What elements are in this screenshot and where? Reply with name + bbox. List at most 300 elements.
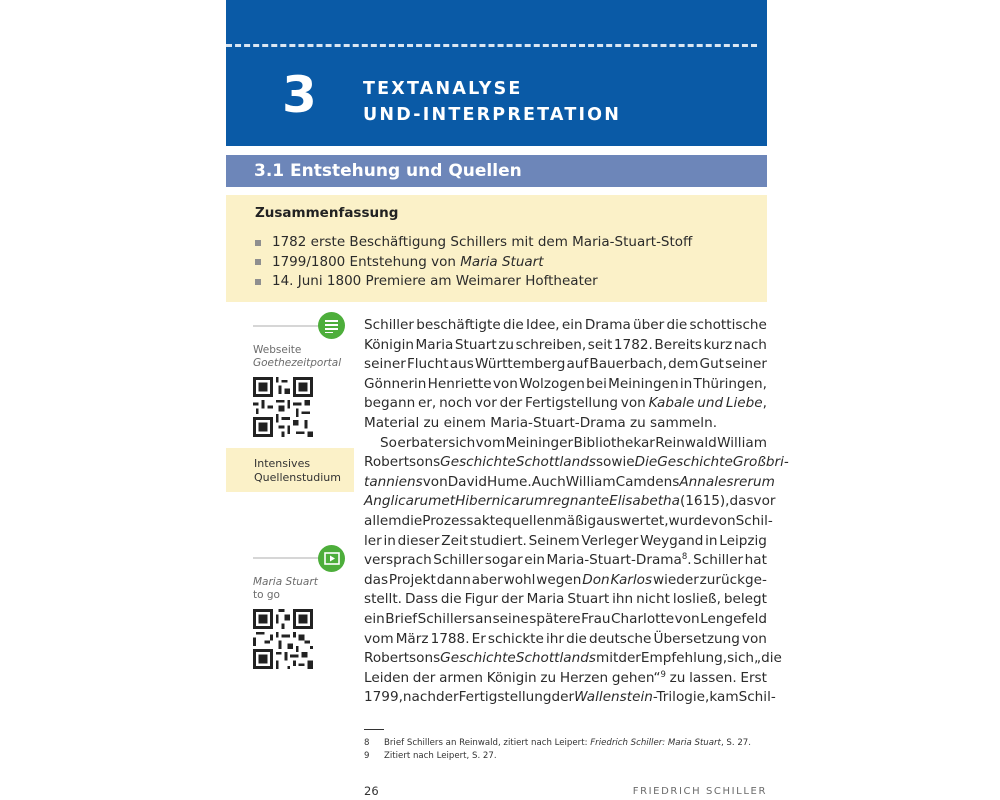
word xyxy=(364,355,406,375)
margin-keyword-line-2: Quellenstudium xyxy=(254,471,341,484)
dashed-divider xyxy=(226,44,757,47)
word xyxy=(532,473,566,493)
text-run: Charlotte xyxy=(611,610,675,627)
chapter-header xyxy=(226,0,767,146)
word xyxy=(704,336,733,356)
text-run: beschäftigte xyxy=(416,317,501,333)
word xyxy=(655,434,716,454)
text-run: Bibliothekar xyxy=(573,434,655,451)
text-run: Stuart xyxy=(567,591,610,608)
word xyxy=(734,336,767,356)
italic-text: rerum xyxy=(733,473,775,490)
word xyxy=(725,355,767,375)
word xyxy=(640,532,703,552)
text-run: Auch xyxy=(531,473,566,490)
italic-text: Anglicarum xyxy=(364,493,442,510)
text-run: vor xyxy=(474,395,497,412)
word xyxy=(470,532,527,552)
text-run: Idee, xyxy=(525,317,560,333)
text-run: der xyxy=(412,669,436,686)
word xyxy=(529,610,580,630)
word xyxy=(364,453,440,473)
text-run: stellt. xyxy=(364,591,402,608)
word xyxy=(364,590,402,610)
word xyxy=(582,571,609,591)
body-line xyxy=(364,688,776,708)
word xyxy=(364,316,414,336)
word xyxy=(441,532,468,552)
text-run: sowie xyxy=(595,454,635,471)
italic-text: Don xyxy=(582,571,610,588)
word xyxy=(440,453,516,473)
word xyxy=(440,649,516,669)
word xyxy=(524,551,545,571)
text-run: -Trilogie, xyxy=(652,689,710,706)
footnote xyxy=(364,750,751,763)
word xyxy=(540,669,556,689)
word xyxy=(589,630,651,650)
body-line xyxy=(364,532,767,552)
word xyxy=(475,610,492,630)
footnote-rule xyxy=(364,729,384,730)
text-run: nach xyxy=(402,689,436,706)
text-run: Württemberg xyxy=(474,356,566,373)
word xyxy=(611,610,674,630)
word xyxy=(552,688,575,708)
text-run: aus xyxy=(449,356,474,373)
summary-list xyxy=(255,233,692,292)
italic-text: Geschichte xyxy=(440,454,516,471)
page-number: 26 xyxy=(364,784,379,798)
word xyxy=(675,610,700,630)
word xyxy=(413,669,436,689)
text-run: in xyxy=(679,375,693,392)
word xyxy=(487,669,537,689)
text-run: seiner xyxy=(364,356,406,373)
text-run: der xyxy=(618,650,641,667)
italic-text: Schottlands xyxy=(515,454,596,471)
text-run: Projekt xyxy=(388,571,436,588)
text-run: , xyxy=(762,395,767,412)
word xyxy=(364,551,432,571)
text-run: Figur xyxy=(464,591,499,608)
word xyxy=(493,610,529,630)
word xyxy=(422,512,503,532)
text-run: vom xyxy=(475,434,506,451)
body-line xyxy=(364,630,767,650)
text-run: 1799/1800 Entstehung von xyxy=(272,253,461,270)
bullet-icon xyxy=(255,279,261,285)
text-run: Königin xyxy=(486,669,537,686)
text-run: in xyxy=(705,532,718,549)
italic-text: Die xyxy=(634,454,658,471)
text-run: Maria xyxy=(415,336,454,353)
word xyxy=(709,688,738,708)
text-run: sich xyxy=(727,650,755,667)
text-run: Maria xyxy=(526,591,565,608)
qr-code[interactable] xyxy=(253,377,313,437)
text-run: allem xyxy=(364,512,402,529)
body-line xyxy=(364,473,775,493)
word xyxy=(673,590,721,610)
text-run: Maria-Stuart-Drama xyxy=(546,552,682,569)
bullet-icon xyxy=(255,259,261,265)
summary-box xyxy=(226,195,767,302)
text-run: Flucht xyxy=(406,356,449,373)
text-run: Thüringen, xyxy=(693,375,767,392)
word xyxy=(397,434,433,454)
word xyxy=(416,336,454,356)
body-line xyxy=(364,336,767,356)
text-run: zu xyxy=(669,669,686,686)
word xyxy=(616,473,680,493)
text-run: seit xyxy=(587,336,613,353)
text-run: Schil- xyxy=(738,689,776,706)
body-line xyxy=(364,669,767,689)
text-run: mit xyxy=(595,650,619,667)
italic-text: Annales xyxy=(679,473,734,490)
word xyxy=(739,688,776,708)
summary-item-text xyxy=(272,233,692,253)
text-run: dem xyxy=(668,356,699,373)
text-run: ihr xyxy=(545,630,564,647)
word xyxy=(418,610,475,630)
word xyxy=(730,492,754,512)
text-run: quellenmäßig xyxy=(503,512,597,529)
text-run: dieser xyxy=(397,532,440,549)
word xyxy=(717,434,767,454)
word xyxy=(476,434,506,454)
body-line xyxy=(364,453,789,473)
word xyxy=(364,336,414,356)
text-run: Seinem xyxy=(528,532,580,549)
word xyxy=(488,630,544,650)
word xyxy=(506,434,573,454)
margin-keyword xyxy=(226,448,354,492)
word xyxy=(719,532,767,552)
body-line xyxy=(364,492,776,512)
word xyxy=(472,630,486,650)
word xyxy=(501,590,524,610)
word xyxy=(736,512,773,532)
body-line xyxy=(364,512,773,532)
word xyxy=(448,434,475,454)
text-run: hat xyxy=(744,552,767,569)
text-run: der xyxy=(551,689,575,706)
word xyxy=(487,473,532,493)
text-run: von xyxy=(492,375,518,392)
qr-code[interactable] xyxy=(253,609,313,669)
text-run: Zeit xyxy=(441,532,469,549)
text-run: sogar xyxy=(484,552,523,569)
body-line xyxy=(364,610,767,630)
word xyxy=(475,355,565,375)
word xyxy=(611,571,653,591)
text-run: von xyxy=(741,630,767,647)
text-run: 14. Juni 1800 Premiere am Weimarer Hoftheater xyxy=(272,273,598,289)
italic-text: et xyxy=(441,493,456,510)
text-run: von xyxy=(674,610,700,627)
text-run: 1799, xyxy=(364,689,403,706)
italic-text: Geschichte xyxy=(657,454,733,471)
video-play-icon[interactable] xyxy=(318,545,345,572)
summary-item-text xyxy=(272,253,544,273)
text-run: belegt xyxy=(723,591,767,608)
text-run: „die xyxy=(754,650,782,667)
word xyxy=(654,336,702,356)
text-run: von xyxy=(620,395,646,412)
text-run: sich xyxy=(448,434,476,451)
text-run: bei xyxy=(586,375,607,392)
word xyxy=(680,375,692,395)
text-run: der xyxy=(501,591,524,608)
word xyxy=(493,375,518,395)
text-run: wegen xyxy=(536,571,582,588)
word xyxy=(726,394,767,414)
italic-text: Schottlands xyxy=(515,650,596,667)
document-lines-icon[interactable] xyxy=(318,312,345,339)
text-run: Erst xyxy=(740,669,767,686)
text-run: kurz xyxy=(703,336,733,353)
word xyxy=(364,630,394,650)
text-run: nach xyxy=(733,336,767,353)
body-text xyxy=(364,316,789,708)
website-label xyxy=(253,344,341,370)
word xyxy=(635,453,658,473)
text-run: William xyxy=(717,434,767,451)
text-run: kam xyxy=(709,689,739,706)
text-run: er, xyxy=(417,395,437,412)
word xyxy=(614,336,653,356)
word xyxy=(434,434,448,454)
text-run: Brief Schillers an Reinwald, zitiert nach Leipert: xyxy=(384,738,591,748)
text-run: 1782 erste Beschäftigung Schillers mit dem Maria-Stuart-Stoff xyxy=(272,234,693,250)
text-run: an xyxy=(475,610,493,627)
text-run: losließ, xyxy=(672,591,721,608)
word xyxy=(436,688,459,708)
word xyxy=(364,532,382,552)
word xyxy=(670,669,686,689)
text-run: ein xyxy=(561,317,583,333)
body-line xyxy=(364,414,767,434)
word xyxy=(700,355,724,375)
word xyxy=(364,688,403,708)
word xyxy=(536,571,581,591)
word xyxy=(596,512,668,532)
word xyxy=(455,492,547,512)
word xyxy=(649,394,695,414)
italic-text: und xyxy=(697,395,724,412)
text-run: Hume. xyxy=(486,473,532,490)
text-run: wohl xyxy=(503,571,536,588)
text-run: von xyxy=(710,512,736,529)
word xyxy=(437,571,471,591)
word xyxy=(384,532,396,552)
footnote-number: 9 xyxy=(364,751,370,761)
chapter-title xyxy=(363,76,621,128)
italic-text: Maria Stuart xyxy=(460,253,544,270)
word xyxy=(516,336,587,356)
italic-text: Karlos xyxy=(610,571,653,588)
text-run: Schiller xyxy=(693,552,744,569)
italic-text: Großbri- xyxy=(732,454,789,471)
word xyxy=(364,669,409,689)
word xyxy=(503,512,596,532)
text-run: deutsche xyxy=(588,630,652,647)
text-run: Henriette xyxy=(427,375,492,392)
word xyxy=(727,649,754,669)
text-run: Gönnerin xyxy=(364,375,427,392)
word xyxy=(689,316,766,336)
word xyxy=(459,688,552,708)
word xyxy=(754,649,782,669)
section-heading: 3.1 Entstehung und Quellen xyxy=(226,155,767,187)
text-run: in xyxy=(383,532,396,549)
word xyxy=(465,590,498,610)
word xyxy=(653,571,699,591)
text-run: über xyxy=(633,317,665,333)
text-run: ihn xyxy=(612,591,634,608)
word xyxy=(567,355,589,375)
word xyxy=(618,649,641,669)
word xyxy=(500,394,523,414)
text-run: das xyxy=(364,571,389,588)
chapter-title-line-1: TEXTANALYSE xyxy=(363,79,523,99)
text-run: seine xyxy=(492,610,529,627)
text-run: ein xyxy=(524,552,545,569)
bullet-icon xyxy=(255,240,261,246)
text-run: die xyxy=(566,630,587,647)
text-run: Herzen xyxy=(559,669,609,686)
word xyxy=(529,532,580,552)
word xyxy=(546,630,564,650)
text-run: Stuart xyxy=(454,336,497,353)
text-run: Gut xyxy=(699,356,725,373)
summary-item xyxy=(255,272,692,292)
word xyxy=(407,355,449,375)
word xyxy=(475,394,497,414)
word xyxy=(562,316,583,336)
italic-text: tanniens xyxy=(364,473,423,490)
word xyxy=(433,551,483,571)
word xyxy=(428,375,492,395)
word xyxy=(654,630,740,650)
text-run: Lengefeld xyxy=(700,610,767,627)
text-run: schickte xyxy=(487,630,544,647)
text-run: Schil- xyxy=(735,512,773,529)
word xyxy=(439,669,483,689)
word xyxy=(596,453,635,473)
italic-text: Liebe xyxy=(725,395,763,412)
text-run: Fertigstellung xyxy=(525,395,618,412)
text-run: . xyxy=(687,552,692,569)
text-run: armen xyxy=(439,669,483,686)
text-run: er xyxy=(433,434,448,451)
summary-item xyxy=(255,233,692,253)
word xyxy=(612,669,666,689)
word xyxy=(431,630,470,650)
text-run: schreiben, xyxy=(515,336,587,353)
word xyxy=(641,649,727,669)
text-run: der xyxy=(435,689,459,706)
text-run: Zitiert nach Leipert, S. 27. xyxy=(384,751,497,761)
video-name: Maria Stuart xyxy=(253,576,318,588)
text-run: der xyxy=(499,395,523,412)
word xyxy=(439,394,472,414)
text-run: aber xyxy=(471,571,503,588)
word xyxy=(724,590,767,610)
body-line xyxy=(364,590,767,610)
text-run: Fertigstellung xyxy=(458,689,552,706)
word xyxy=(700,571,767,591)
footnotes xyxy=(364,737,751,763)
body-line xyxy=(364,394,767,414)
text-run: (1615), xyxy=(679,493,730,510)
text-run: Meiningen xyxy=(608,375,679,392)
text-run: ein xyxy=(364,610,385,627)
word xyxy=(402,512,423,532)
word xyxy=(754,492,776,512)
italic-text: Wallenstein xyxy=(574,689,653,706)
italic-text: Elisabetha xyxy=(609,493,680,510)
word xyxy=(472,571,503,591)
word xyxy=(742,630,767,650)
word xyxy=(364,512,402,532)
text-run: Empfehlung, xyxy=(640,650,728,667)
word xyxy=(633,316,664,336)
body-line xyxy=(364,434,767,454)
text-run: März xyxy=(395,630,429,647)
text-run: begann xyxy=(364,395,416,412)
word xyxy=(733,453,789,473)
text-run: zu xyxy=(540,669,557,686)
word xyxy=(525,394,618,414)
word xyxy=(547,551,692,571)
text-run: Schillers xyxy=(417,610,475,627)
word xyxy=(680,492,730,512)
word xyxy=(504,571,536,591)
word xyxy=(560,669,608,689)
summary-item-text xyxy=(272,272,598,292)
word xyxy=(418,394,436,414)
text-run: Camdens xyxy=(615,473,680,490)
text-run: Schiller xyxy=(364,317,415,333)
text-run: Leiden xyxy=(364,669,410,686)
word xyxy=(441,590,462,610)
word xyxy=(621,394,646,414)
word xyxy=(612,590,633,610)
text-run: Leipzig xyxy=(719,532,767,549)
word xyxy=(519,375,585,395)
text-run: Brief xyxy=(385,610,418,627)
text-run: Robertsons xyxy=(364,650,441,667)
text-run: So xyxy=(380,434,397,451)
text-run: Drama xyxy=(584,317,631,333)
word xyxy=(666,316,687,336)
text-run: Weygand xyxy=(640,532,704,549)
text-run: auf xyxy=(566,356,589,373)
text-run: zu xyxy=(498,336,515,353)
body-line xyxy=(364,571,767,591)
text-run: studiert. xyxy=(469,532,527,549)
video-label xyxy=(253,576,318,602)
word xyxy=(586,375,607,395)
word xyxy=(416,316,500,336)
text-run: Übersetzung xyxy=(653,630,740,647)
word xyxy=(700,610,767,630)
text-run: vom xyxy=(364,630,394,647)
website-name: Goethezeitportal xyxy=(253,357,342,369)
